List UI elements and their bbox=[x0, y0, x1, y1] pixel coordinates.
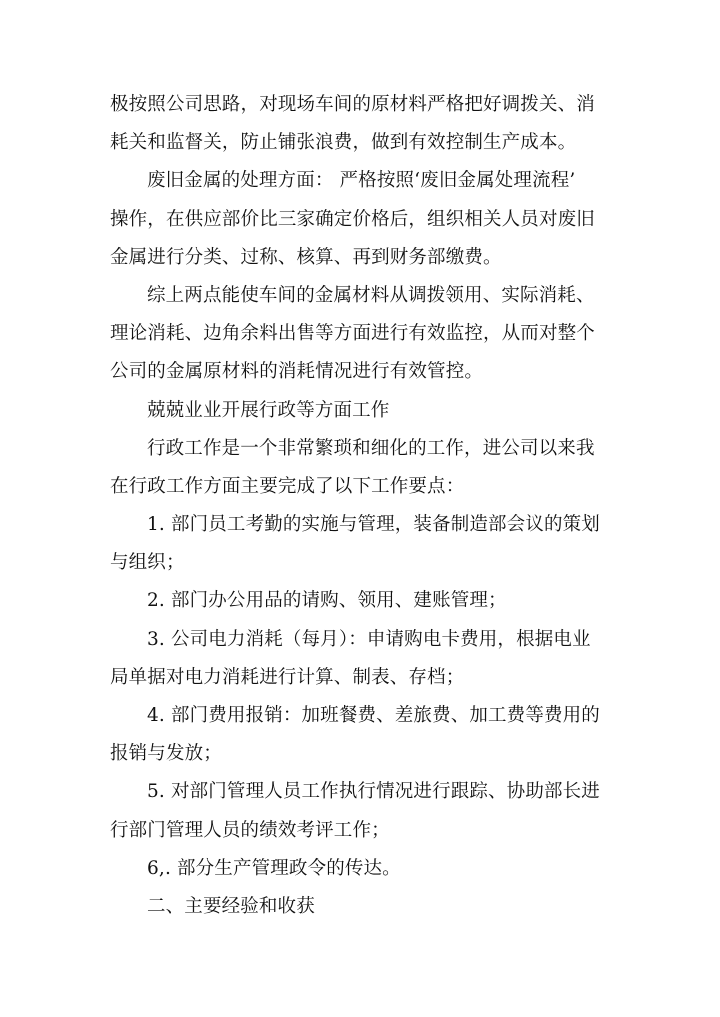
list-item: 2. 部门办公用品的请购、领用、建账管理； bbox=[147, 590, 507, 612]
list-item-continuation: 局单据对电力消耗进行计算、制表、存档； bbox=[110, 666, 465, 688]
list-item: 5. 对部门管理人员工作执行情况进行跟踪、协助部长进 bbox=[147, 781, 600, 803]
section-heading: 二、主要经验和收获 bbox=[147, 895, 315, 917]
list-item: 1. 部门员工考勤的实施与管理，装备制造部会议的策划 bbox=[147, 514, 600, 536]
list-item-continuation: 与组织； bbox=[110, 552, 185, 574]
text-line: 公司的金属原材料的消耗情况进行有效管控。 bbox=[110, 361, 484, 383]
document-body bbox=[110, 86, 614, 926]
list-item: 6,. 部分生产管理政令的传达。 bbox=[147, 857, 401, 879]
text-line: 在行政工作方面主要完成了以下工作要点： bbox=[110, 475, 465, 497]
text-line: 耗关和监督关，防止铺张浪费，做到有效控制生产成本。 bbox=[110, 132, 577, 154]
text-line: 废旧金属的处理方面： 严格按照‘废旧金属处理流程’ bbox=[147, 170, 576, 192]
list-item-continuation: 报销与发放； bbox=[110, 743, 222, 765]
text-line: 极按照公司思路，对现场车间的原材料严格把好调拨关、消 bbox=[110, 94, 595, 115]
text-line: 理论消耗、边角余料出售等方面进行有效监控，从而对整个 bbox=[110, 323, 595, 345]
text-line: 操作，在供应部价比三家确定价格后，组织相关人员对废旧 bbox=[110, 208, 595, 230]
list-item: 3. 公司电力消耗（每月）：申请购电卡费用，根据电业 bbox=[147, 628, 591, 650]
list-item: 4. 部门费用报销：加班餐费、差旅费、加工费等费用的 bbox=[147, 705, 600, 726]
text-line: 行政工作是一个非常繁琐和细化的工作，进公司以来我 bbox=[147, 437, 595, 459]
list-item-continuation: 行部门管理人员的绩效考评工作； bbox=[110, 819, 390, 841]
section-heading: 兢兢业业开展行政等方面工作 bbox=[147, 399, 390, 421]
text-line: 金属进行分类、过称、核算、再到财务部缴费。 bbox=[110, 246, 502, 268]
text-line: 综上两点能使车间的金属材料从调拨领用、实际消耗、 bbox=[147, 284, 595, 306]
